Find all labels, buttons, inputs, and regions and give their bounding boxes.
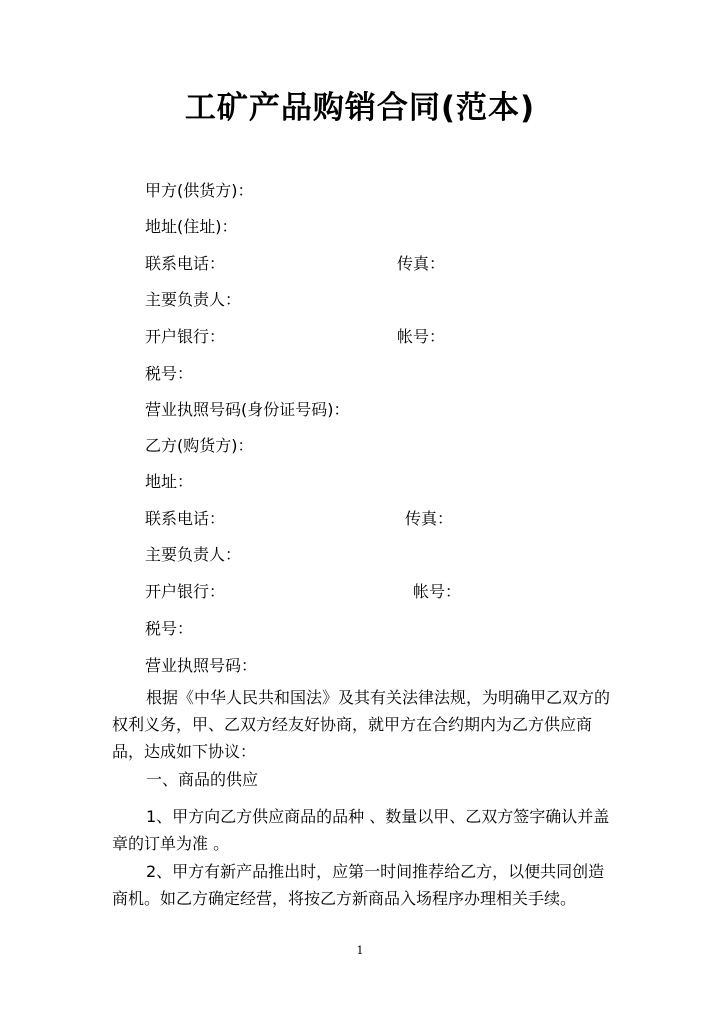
party-a-tax-no: 税号： (145, 364, 194, 383)
clause-1-paragraph: 1、甲方向乙方供应商品的品种 、数量以甲、乙双方签字确认并盖章的订单为准 。 (112, 807, 610, 853)
party-a-account: 帐号： (397, 327, 446, 346)
party-a-principal: 主要负责人： (145, 290, 242, 309)
page-number: 1 (356, 944, 364, 957)
party-b-account: 帐号： (413, 582, 462, 601)
preamble-paragraph: 根据《中华人民共和国法》及其有关法律法规，为明确甲乙双方的权利义务，甲、乙双方经友好协商，就甲方在合约期内为乙方供应商品，达成如下协议： (112, 688, 611, 761)
party-b-license: 营业执照号码： (145, 656, 258, 675)
party-b-fax: 传真： (405, 509, 454, 528)
party-b-address: 地址： (145, 472, 194, 491)
party-b-phone: 联系电话： (145, 509, 226, 528)
party-b-label: 乙方(购货方)： (145, 436, 254, 455)
party-a-license: 营业执照号码(身份证号码)： (145, 400, 350, 419)
party-a-label: 甲方(供货方)： (145, 181, 254, 200)
party-a-bank: 开户银行： (145, 327, 226, 346)
party-a-fax: 传真： (397, 254, 446, 273)
party-b-principal: 主要负责人： (145, 545, 242, 564)
clause-2-paragraph: 2、甲方有新产品推出时，应第一时间推荐给乙方，以便共同创造商机。如乙方确定经营，将按乙方新商品入场程序办理相关手续。 (112, 862, 605, 908)
document-title: 工矿产品购销合同(范本) (184, 90, 536, 126)
party-b-tax-no: 税号： (145, 619, 194, 638)
party-a-phone: 联系电话： (145, 254, 226, 273)
party-a-address: 地址(住址)： (145, 217, 238, 236)
section-1-heading: 一、商品的供应 (146, 770, 259, 789)
party-b-bank: 开户银行： (145, 582, 226, 601)
